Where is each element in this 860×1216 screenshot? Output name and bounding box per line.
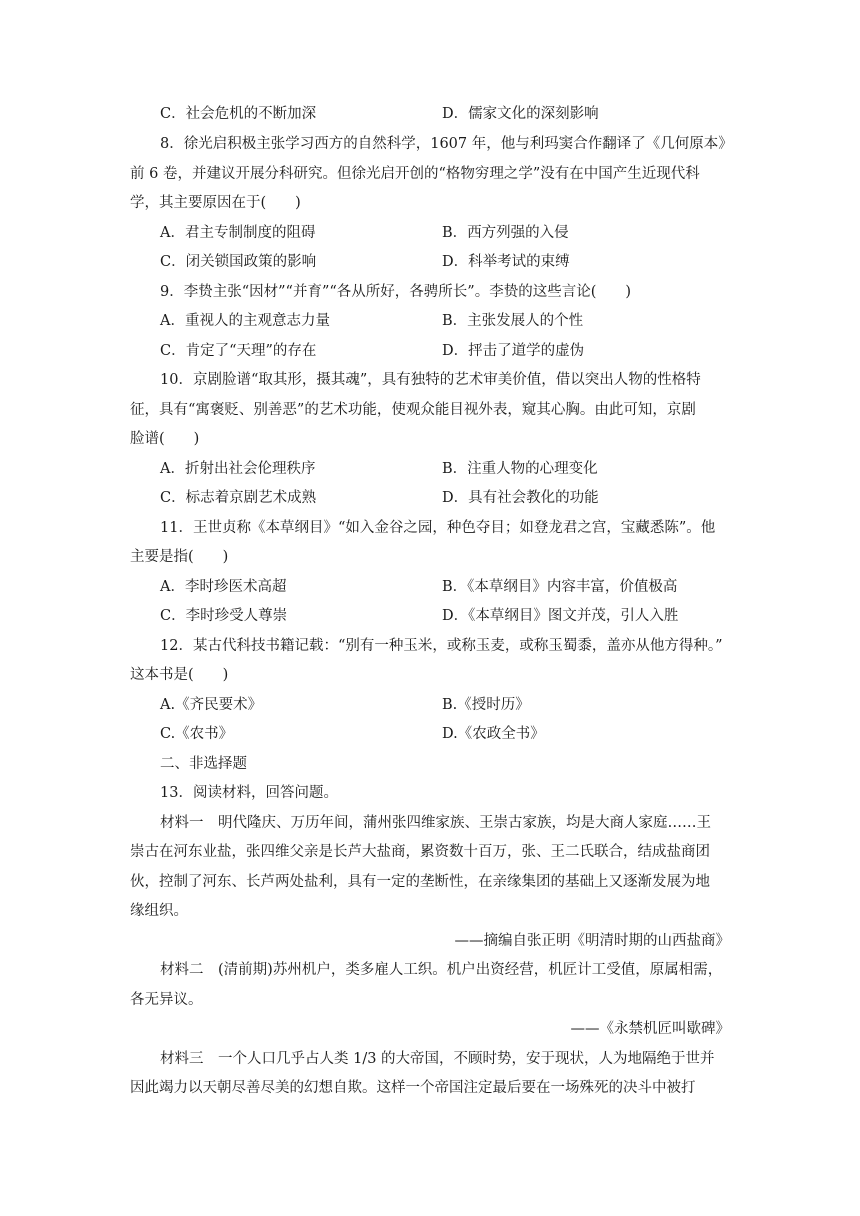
- q12-stem-line-1: 12．某古代科技书籍记载：“别有一种玉米，或称玉麦，或称玉蜀黍，盖亦从他方得种。”: [160, 638, 723, 654]
- material-2-source: ——《永禁机匠叫歇碑》: [570, 1021, 730, 1037]
- material-1-line-1: 材料一 明代隆庆、万历年间，蒲州张四维家族、王崇古家族，均是大商人家庭……王: [160, 815, 711, 831]
- q10-option-b: B．注重人物的心理变化: [442, 461, 598, 477]
- q7-options-row-2: [160, 104, 730, 124]
- q9-stem-line-1: 9．李贽主张“因材”“并育”“各从所好，各骋所长”。李贽的这些言论( ): [160, 284, 632, 300]
- q9-options-row-1: [160, 311, 730, 331]
- q11-options-row-1: [160, 577, 730, 597]
- q12-option-d: D.《农政全书》: [442, 726, 545, 742]
- q11-stem-line-1: 11．王世贞称《本草纲目》“如入金谷之园，种色夺目；如登龙君之宫，宝藏悉陈”。他: [160, 520, 716, 536]
- q11-option-d: D．《本草纲目》图文并茂，引人入胜: [442, 608, 679, 624]
- q8-option-b: B．西方列强的入侵: [442, 225, 569, 241]
- q12-option-a: A.《齐民要术》: [160, 697, 263, 713]
- q11-stem-line-2: 主要是指( ): [130, 549, 229, 565]
- q9-option-c: C．肯定了“天理”的存在: [160, 343, 317, 359]
- q12-stem-line-2: 这本书是( ): [130, 667, 229, 683]
- q11-option-b: B．《本草纲目》内容丰富，价值极高: [442, 579, 678, 595]
- q12-options-row-1: [160, 695, 730, 715]
- material-3-line-1: 材料三 一个人口几乎占人类 1/3 的大帝国，不顾时势，安于现状，人为地隔绝于世并: [160, 1051, 715, 1067]
- material-2-line-2: 各无异议。: [130, 992, 203, 1008]
- q10-stem-line-2: 征，具有“寓褒贬、别善恶”的艺术功能，使观众能目视外表，窥其心胸。由此可知，京剧: [130, 402, 696, 418]
- q12-option-c: C.《农书》: [160, 726, 234, 742]
- material-1-line-2: 崇古在河东业盐，张四维父亲是长芦大盐商，累资数十百万，张、王二氏联合，结成盐商团: [130, 844, 710, 860]
- q8-option-d: D．科举考试的束缚: [442, 254, 570, 270]
- q10-stem-line-1: 10．京剧脸谱“取其形，摄其魂”，具有独特的艺术审美价值，借以突出人物的性格特: [160, 372, 701, 388]
- q12-option-b: B.《授时历》: [442, 697, 530, 713]
- q8-option-c: C．闭关锁国政策的影响: [160, 254, 317, 270]
- q8-stem-line-1: 8．徐光启积极主张学习西方的自然科学，1607 年，他与利玛窦合作翻译了《几何原本》: [160, 136, 733, 152]
- q10-option-d: D．具有社会教化的功能: [442, 490, 599, 506]
- q13-stem: 13．阅读材料，回答问题。: [160, 785, 338, 801]
- q10-options-row-1: [160, 459, 730, 479]
- q8-option-a: A．君主专制制度的阻碍: [160, 225, 316, 241]
- q10-stem-line-3: 脸谱( ): [130, 431, 200, 447]
- q10-option-a: A．折射出社会伦理秩序: [160, 461, 316, 477]
- q11-option-c: C．李时珍受人尊崇: [160, 608, 288, 624]
- material-3-line-2: 因此竭力以天朝尽善尽美的幻想自欺。这样一个帝国注定最后要在一场殊死的决斗中被打: [130, 1080, 696, 1096]
- material-1-line-3: 伙，控制了河东、长芦两处盐利，具有一定的垄断性，在亲缘集团的基础上又逐渐发展为地: [130, 874, 710, 890]
- material-2-line-1: 材料二 (清前期)苏州机户，类多雇人工织。机户出资经营，机匠计工受值，原属相需，: [160, 962, 723, 978]
- q7-option-c: C．社会危机的不断加深: [160, 106, 317, 122]
- q8-stem-line-2: 前 6 卷，并建议开展分科研究。但徐光启开创的“格物穷理之学”没有在中国产生近现代科: [130, 166, 700, 182]
- q8-options-row-2: [160, 252, 730, 272]
- q9-option-a: A．重视人的主观意志力量: [160, 313, 330, 329]
- q9-options-row-2: [160, 341, 730, 361]
- q8-stem-line-3: 学，其主要原因在于( ): [130, 195, 301, 211]
- q7-option-d: D．儒家文化的深刻影响: [442, 106, 599, 122]
- q10-options-row-2: [160, 488, 730, 508]
- q8-options-row-1: [160, 223, 730, 243]
- material-1-line-4: 缘组织。: [130, 903, 188, 919]
- section-heading: 二、非选择题: [160, 756, 247, 772]
- q10-option-c: C．标志着京剧艺术成熟: [160, 490, 317, 506]
- q9-option-d: D．抨击了道学的虚伪: [442, 343, 585, 359]
- material-1-source: ——摘编自张正明《明清时期的山西盐商》: [454, 933, 730, 949]
- q11-options-row-2: [160, 606, 730, 626]
- q9-option-b: B．主张发展人的个性: [442, 313, 584, 329]
- q12-options-row-2: [160, 724, 730, 744]
- q11-option-a: A．李时珍医术高超: [160, 579, 287, 595]
